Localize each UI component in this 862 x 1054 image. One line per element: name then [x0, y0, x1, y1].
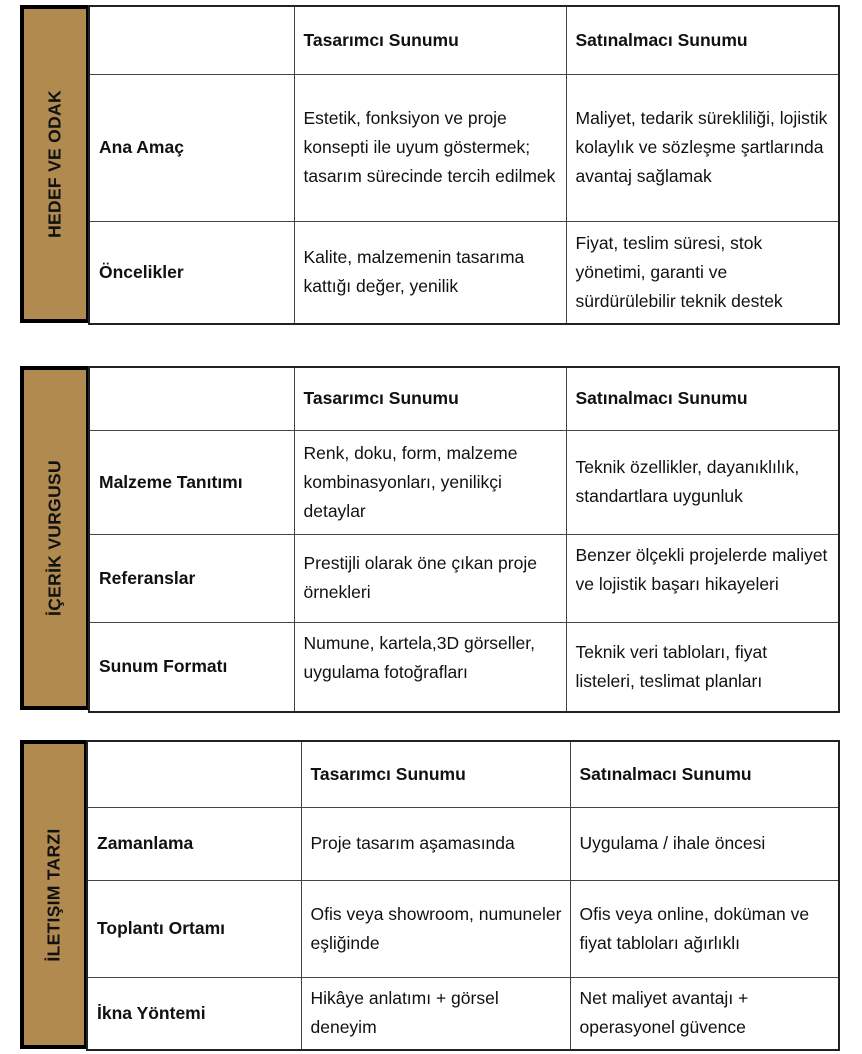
row-label: Malzeme Tanıtımı [89, 430, 294, 534]
purchaser-cell-text: Benzer ölçekli projelerde maliyet ve lojistik başarı hikayeleri [575, 544, 828, 594]
designer-cell: Estetik, fonksiyon ve proje konsepti ile uyum göstermek; tasarım sürecinde tercih edilmek [294, 74, 566, 221]
purchaser-cell: Net maliyet avantajı + operasyonel güvence [570, 977, 839, 1050]
designer-cell: Prestijli olarak öne çıkan proje örnekleri [294, 534, 566, 622]
table-row [87, 807, 839, 880]
table-row [87, 977, 839, 1050]
section-icerik-vurgusu [20, 366, 840, 710]
comparison-table [88, 5, 840, 325]
table-row [89, 430, 839, 534]
table-row [89, 622, 839, 712]
purchaser-cell: Teknik özellikler, dayanıklılık, standartlara uygunluk [566, 430, 839, 534]
row-label: Sunum Formatı [89, 622, 294, 712]
table-header-row [87, 741, 839, 807]
row-label: İkna Yöntemi [87, 977, 301, 1050]
table-header-row [89, 6, 839, 74]
designer-cell-text: Numune, kartela,3D görseller, uygulama fotoğrafları [303, 632, 535, 682]
designer-cell: Renk, doku, form, malzeme kombinasyonları, yenilikçi detaylar [294, 430, 566, 534]
comparison-table [88, 366, 840, 713]
purchaser-cell: Maliyet, tedarik sürekliliği, lojistik kolaylık ve sözleşme şartlarında avantaj sağlamak [566, 74, 839, 221]
row-label: Toplantı Ortamı [87, 880, 301, 977]
table-row [89, 74, 839, 221]
row-label: Ana Amaç [89, 74, 294, 221]
section-label-box [20, 5, 90, 323]
header-empty [87, 741, 301, 807]
section-label: İÇERİK VURGUSU [44, 460, 65, 616]
table-row [89, 221, 839, 324]
purchaser-cell: Ofis veya online, doküman ve fiyat tabloları ağırlıklı [570, 880, 839, 977]
designer-cell [294, 622, 566, 712]
row-label: Öncelikler [89, 221, 294, 324]
header-empty [89, 6, 294, 74]
section-hedef-ve-odak [20, 5, 840, 323]
section-label: HEDEF VE ODAK [44, 90, 65, 238]
header-designer: Tasarımcı Sunumu [294, 367, 566, 430]
purchaser-cell: Teknik veri tabloları, fiyat listeleri, teslimat planları [566, 622, 839, 712]
table-row [89, 534, 839, 622]
comparison-table [86, 740, 840, 1051]
designer-cell: Proje tasarım aşamasında [301, 807, 570, 880]
purchaser-cell [566, 534, 839, 622]
designer-cell: Hikâye anlatımı + görsel deneyim [301, 977, 570, 1050]
header-purchaser: Satınalmacı Sunumu [566, 367, 839, 430]
section-label-box [20, 740, 88, 1049]
purchaser-cell: Fiyat, teslim süresi, stok yönetimi, garanti ve sürdürülebilir teknik destek [566, 221, 839, 324]
purchaser-cell: Uygulama / ihale öncesi [570, 807, 839, 880]
section-label-box [20, 366, 90, 710]
header-designer: Tasarımcı Sunumu [294, 6, 566, 74]
table-header-row [89, 367, 839, 430]
designer-cell: Ofis veya showroom, numuneler eşliğinde [301, 880, 570, 977]
designer-cell: Kalite, malzemenin tasarıma kattığı değer, yenilik [294, 221, 566, 324]
header-designer: Tasarımcı Sunumu [301, 741, 570, 807]
row-label: Referanslar [89, 534, 294, 622]
header-purchaser: Satınalmacı Sunumu [570, 741, 839, 807]
section-iletisim-tarzi [20, 740, 840, 1049]
header-empty [89, 367, 294, 430]
header-purchaser: Satınalmacı Sunumu [566, 6, 839, 74]
row-label: Zamanlama [87, 807, 301, 880]
table-row [87, 880, 839, 977]
section-label: İLETIŞIM TARZI [43, 827, 64, 962]
